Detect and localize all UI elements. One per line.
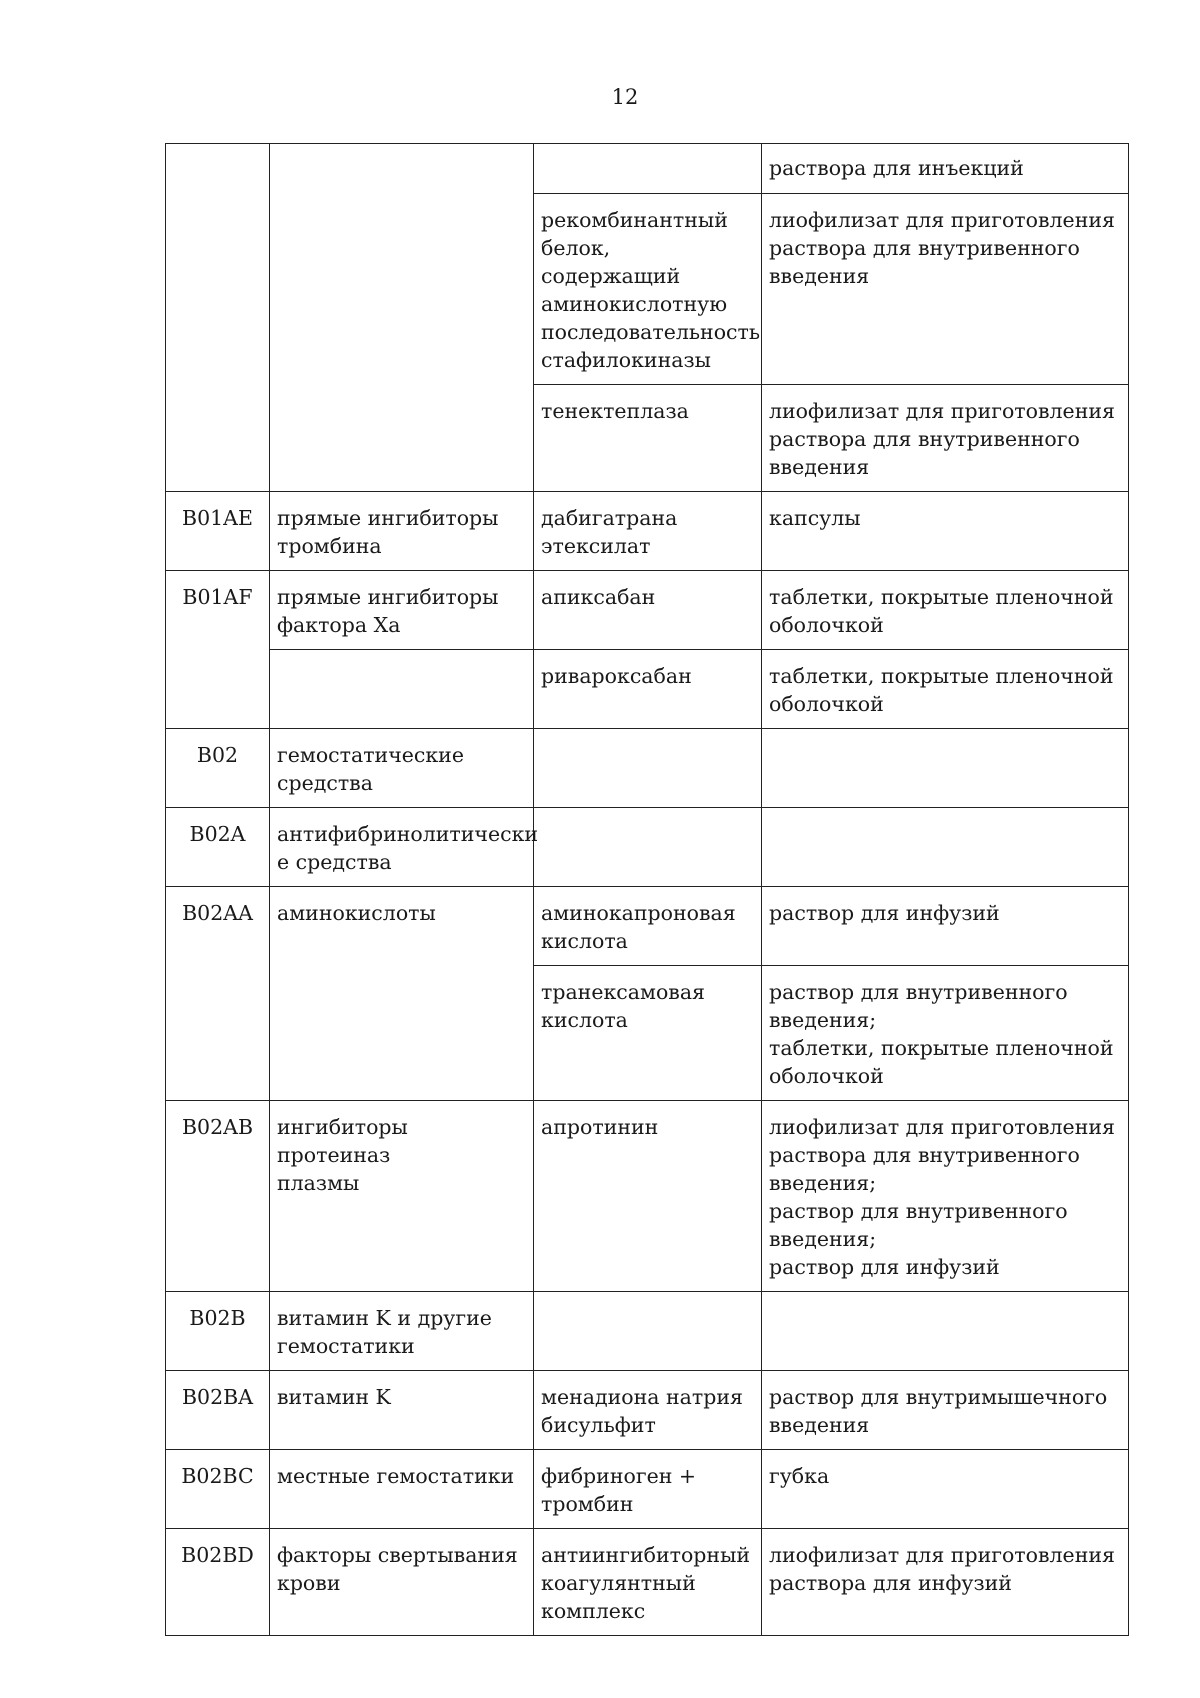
drug-name-cell	[534, 1292, 762, 1371]
page-number: 12	[611, 85, 639, 109]
drug-name-cell: апиксабан	[534, 571, 762, 650]
group-name-cell: гемостатические средства	[270, 729, 534, 808]
group-name-cell: прямые ингибиторы фактора Xa	[270, 571, 534, 650]
atc-code-cell: B02AA	[166, 887, 270, 1101]
table-row	[166, 1450, 1129, 1529]
drug-name-cell	[534, 808, 762, 887]
dosage-form-cell: лиофилизат для приготовления раствора для инфузий	[762, 1529, 1129, 1636]
dosage-form-cell: раствор для внутривенного введения; таблетки, покрытые пленочной оболочкой	[762, 966, 1129, 1101]
atc-code-cell	[166, 144, 270, 492]
dosage-form-cell: капсулы	[762, 492, 1129, 571]
drug-name-cell: антиингибиторный коагулянтный комплекс	[534, 1529, 762, 1636]
group-name-cell: прямые ингибиторы тромбина	[270, 492, 534, 571]
drug-table	[165, 143, 1129, 1636]
dosage-form-cell: губка	[762, 1450, 1129, 1529]
dosage-form-cell: раствора для инъекций	[762, 144, 1129, 194]
drug-name-cell: тенектеплаза	[534, 385, 762, 492]
dosage-form-cell: раствор для внутримышечного введения	[762, 1371, 1129, 1450]
dosage-form-cell: таблетки, покрытые пленочной оболочкой	[762, 571, 1129, 650]
dosage-form-cell	[762, 729, 1129, 808]
group-name-cell	[270, 144, 534, 492]
dosage-form-cell: таблетки, покрытые пленочной оболочкой	[762, 650, 1129, 729]
group-name-cell	[270, 650, 534, 729]
dosage-form-cell: лиофилизат для приготовления раствора для внутривенного введения	[762, 194, 1129, 385]
group-name-cell: витамин K	[270, 1371, 534, 1450]
drug-name-cell: апротинин	[534, 1101, 762, 1292]
table-row	[166, 650, 1129, 729]
group-name-cell: антифибринолитически е средства	[270, 808, 534, 887]
drug-name-cell: менадиона натрия бисульфит	[534, 1371, 762, 1450]
table-row	[166, 808, 1129, 887]
dosage-form-cell: лиофилизат для приготовления раствора для внутривенного введения; раствор для внутривенного введения; раствор для инфузий	[762, 1101, 1129, 1292]
group-name-cell: факторы свертывания крови	[270, 1529, 534, 1636]
atc-code-cell: B01AF	[166, 571, 270, 729]
drug-name-cell	[534, 729, 762, 808]
drug-name-cell: аминокапроновая кислота	[534, 887, 762, 966]
atc-code-cell: B02BA	[166, 1371, 270, 1450]
atc-code-cell: B02B	[166, 1292, 270, 1371]
table-row	[166, 729, 1129, 808]
table-row	[166, 571, 1129, 650]
table-row	[166, 1371, 1129, 1450]
table-row	[166, 1529, 1129, 1636]
drug-name-cell: ривароксабан	[534, 650, 762, 729]
drug-name-cell	[534, 144, 762, 194]
group-name-cell: аминокислоты	[270, 887, 534, 1101]
drug-name-cell: дабигатрана этексилат	[534, 492, 762, 571]
dosage-form-cell: лиофилизат для приготовления раствора для внутривенного введения	[762, 385, 1129, 492]
table-row	[166, 1292, 1129, 1371]
drug-name-cell: рекомбинантный белок, содержащий аминокислотную последовательность стафилокиназы	[534, 194, 762, 385]
atc-code-cell: B02	[166, 729, 270, 808]
atc-code-cell: B02BD	[166, 1529, 270, 1636]
table-row	[166, 492, 1129, 571]
dosage-form-cell: раствор для инфузий	[762, 887, 1129, 966]
drug-name-cell: транексамовая кислота	[534, 966, 762, 1101]
table-row	[166, 1101, 1129, 1292]
atc-code-cell: B02A	[166, 808, 270, 887]
group-name-cell: местные гемостатики	[270, 1450, 534, 1529]
atc-code-cell: B01AE	[166, 492, 270, 571]
dosage-form-cell	[762, 1292, 1129, 1371]
dosage-form-cell	[762, 808, 1129, 887]
group-name-cell: витамин K и другие гемостатики	[270, 1292, 534, 1371]
table-row	[166, 144, 1129, 194]
table-row	[166, 887, 1129, 966]
group-name-cell: ингибиторы протеиназ плазмы	[270, 1101, 534, 1292]
drug-name-cell: фибриноген + тромбин	[534, 1450, 762, 1529]
atc-code-cell: B02AB	[166, 1101, 270, 1292]
atc-code-cell: B02BC	[166, 1450, 270, 1529]
